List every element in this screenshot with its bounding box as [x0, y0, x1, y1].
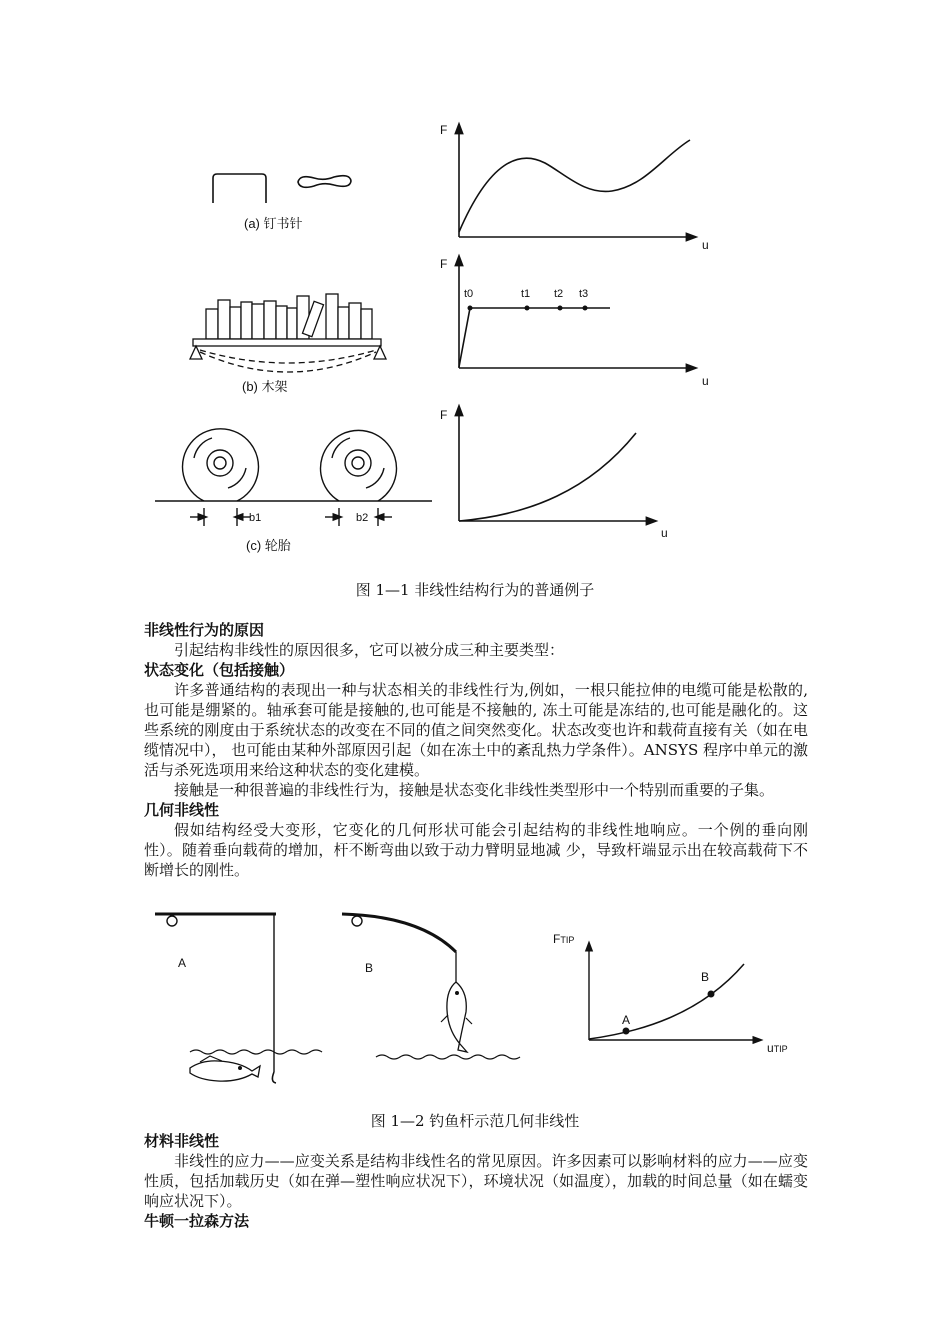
graph-tip-point-a-label: A	[622, 1013, 631, 1027]
material-title: 材料非线性	[144, 1132, 220, 1150]
graph-tip-point-b-label: B	[701, 970, 710, 984]
graph-1-curve	[459, 140, 690, 232]
bookshelf-illustration	[190, 294, 386, 372]
newton-title: 牛顿一拉森方法	[144, 1212, 250, 1230]
bookshelf-label: (b) 木架	[242, 379, 288, 394]
causes-section	[144, 620, 808, 880]
graph-2-point-t0	[468, 306, 473, 311]
material-section	[144, 1131, 808, 1231]
graph-2-t1-label: t1	[521, 288, 531, 300]
geometric-text: 假如结构经受大变形，它变化的几何形状可能会引起结构的非线性地响应。一个例的垂向刚性）。随着垂向载荷的增加，杆不断弯曲以致于动力臂明显地减 少，导致杆端显示出在较高载荷下不断增长的刚性。	[144, 821, 808, 879]
graph-tip-x-label: uTIP	[767, 1041, 788, 1055]
figure-1-caption: 图 1—1 非线性结构行为的普通例子	[355, 581, 595, 599]
state-title: 状态变化（包括接触）	[144, 661, 295, 679]
rod-b-label: B	[365, 961, 374, 975]
figure-2-caption: 图 1—2 钓鱼杆示范几何非线性	[370, 1112, 580, 1130]
graph-2-t2-label: t2	[554, 288, 564, 300]
graph-tip-y-label: FTIP	[553, 932, 575, 946]
graph-2-curve	[459, 308, 610, 367]
graph-tip	[553, 932, 788, 1055]
graph-3-curve	[459, 433, 636, 521]
graph-1-u-label: u	[702, 238, 709, 252]
staple-illustration	[213, 174, 351, 203]
graph-2-f-label: F	[440, 257, 448, 271]
graph-2-point-t1	[525, 306, 530, 311]
causes-text: 引起结构非线性的原因很多，它可以被分成三种主要类型：	[174, 641, 565, 659]
graph-2-point-t2	[558, 306, 563, 311]
graph-3	[440, 408, 668, 540]
fishing-rod-a	[155, 914, 276, 1083]
tyres-illustration	[155, 429, 432, 526]
graph-1-f-label: F	[440, 123, 448, 137]
staple-label: (a) 钉书针	[244, 216, 303, 231]
graph-2-t3-label: t3	[579, 288, 589, 300]
tyre-b1-label: b1	[249, 512, 262, 524]
graph-tip-point-a	[623, 1028, 630, 1035]
material-text: 非线性的应力——应变关系是结构非线性名的常见原因。许多因素可以影响材料的应力——应变性质，包括加载历史（如在弹—塑性响应状况下），环境状况（如温度），加载的时间总量（如在蠕变响应状况下）。	[144, 1152, 808, 1210]
graph-3-u-label: u	[661, 526, 668, 540]
figure-1	[0, 0, 950, 600]
graph-3-f-label: F	[440, 408, 448, 422]
causes-title: 非线性行为的原因	[144, 621, 265, 639]
tyres-label: (c) 轮胎	[246, 538, 291, 553]
graph-tip-point-b	[708, 991, 715, 998]
graph-2-u-label: u	[702, 374, 709, 388]
graph-2	[440, 257, 709, 388]
water-a	[190, 1050, 322, 1054]
state-text-2: 接触是一种很普遍的非线性行为，接触是状态变化非线性类型形中一个特别而重要的子集。	[174, 781, 775, 799]
fishing-rod-b	[342, 914, 472, 1052]
graph-2-t0-label: t0	[464, 288, 474, 300]
graph-2-point-t3	[583, 306, 588, 311]
graph-1	[440, 123, 709, 252]
state-text-1: 许多普通结构的表现出一种与状态相关的非线性行为,例如，一根只能拉伸的电缆可能是松散的,也可能是绷紧的。轴承套可能是接触的,也可能是不接触的, 冻土可能是冻结的,也可能是融化的。这些系统的刚度由于系统状态的改变在不同的值之间突然变化。状态改变也许和载荷直接有关（如在电缆情况中）， 也可能由某种外部原因引起（如在冻土中的紊乱热力学条件）。ANSYS 程序中单元的激活与杀死选项用来给这种状态的变化建模。	[144, 681, 808, 779]
water-b	[376, 1055, 520, 1059]
tyre-b2-label: b2	[356, 512, 369, 524]
graph-tip-curve	[589, 964, 744, 1039]
geometric-title: 几何非线性	[144, 801, 220, 819]
rod-a-label: A	[178, 956, 187, 970]
